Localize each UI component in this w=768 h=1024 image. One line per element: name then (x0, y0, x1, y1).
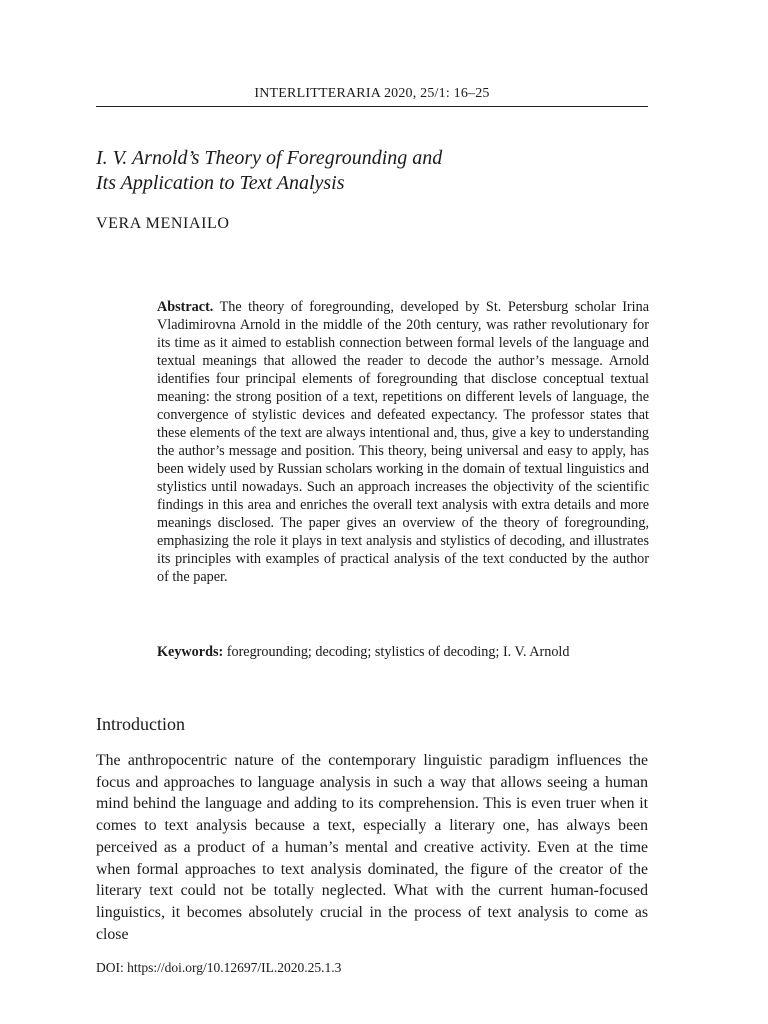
introduction-paragraph: The anthropocentric nature of the contemporary linguistic paradigm influences the focus and approaches to language analysis in such a way that allows seeing a human mind behind the language and adding to its comprehension. This is even truer when it comes to text analysis because a text, especially a literary one, has always been perceived as a product of a human’s mental and creative activity. Even at the time when formal approaches to text analysis dominated, the figure of the creator of the literary text could not be totally neglected. What with the current human-focused linguistics, it becomes absolutely crucial in the process of text analysis to come as close (96, 752, 648, 943)
title-line-2: Its Application to Text Analysis (96, 172, 345, 194)
running-header: INTERLITTERARIA 2020, 25/1: 16–25 (254, 86, 490, 101)
article-title (96, 146, 648, 196)
author-name: VERA MENIAILO (96, 215, 230, 232)
header-divider (96, 106, 648, 107)
abstract-text: The theory of foregrounding, developed by St. Petersburg scholar Irina Vladimirovna Arnold in the middle of the 20th century, was rather revolutionary for its time as it aimed to establish connection between formal levels of the language and textual meanings that allowed the reader to decode the author’s message. Arnold identifies four principal elements of foregrounding that disclose conceptual textual meaning: the strong position of a text, repetitions on different levels of language, the convergence of stylistic devices and defeated expectancy. The professor states that these elements of the text are always intentional and, thus, give a key to understanding the author’s message and position. This theory, being universal and easy to apply, has been widely used by Russian scholars working in the domain of textual linguistics and stylistics until nowadays. Such an approach increases the objectivity of the scientific findings in this area and enriches the overall text analysis with extra details and more meanings disclosed. The paper gives an overview of the theory of foregrounding, emphasizing the role it plays in text analysis and stylistics of decoding, and illustrates its principles with examples of practical analysis of the text conducted by the author of the paper. (157, 299, 649, 585)
abstract (157, 298, 649, 586)
abstract-label: Abstract. (157, 299, 214, 315)
keywords (157, 643, 649, 661)
title-line-1: I. V. Arnold’s Theory of Foregrounding and (96, 147, 443, 169)
keywords-text: foregrounding; decoding; stylistics of decoding; I. V. Arnold (226, 644, 570, 660)
section-heading-introduction: Introduction (96, 714, 185, 734)
doi-footer: DOI: https://doi.org/10.12697/IL.2020.25.1.3 (96, 960, 342, 975)
keywords-label: Keywords: (157, 644, 224, 660)
